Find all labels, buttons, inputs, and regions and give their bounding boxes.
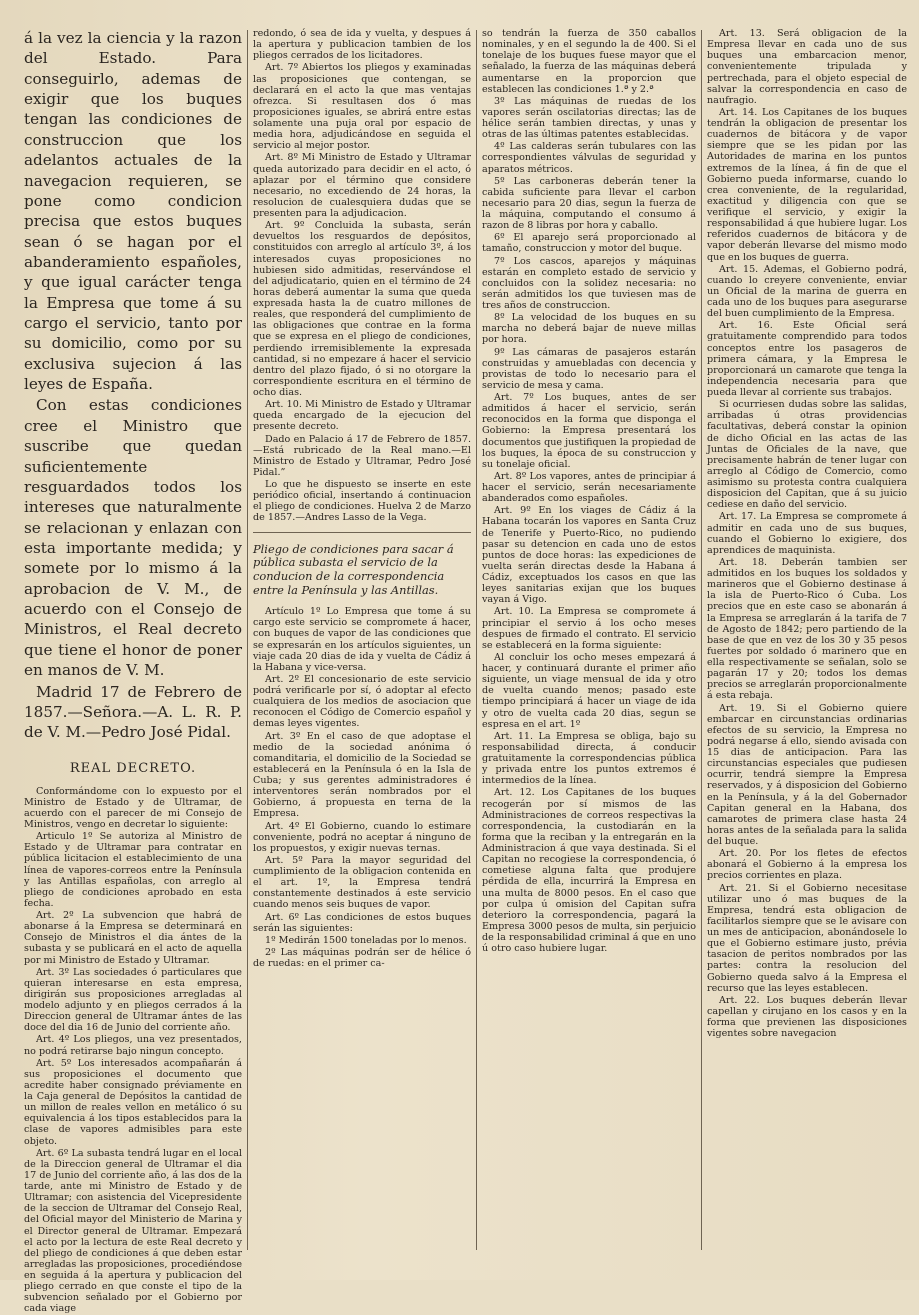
article-paragraph: Art. 18. Deberán tambien ser admitidos en los buques los soldados y marineros que el Gobierno destinase á la isla de Puerto-Rico ó Cuba. Los precios que en este caso se abonarán á la Empresa se arreglarán á la tarifa de 7 de Agosto de 1842; pero partiendo de la base de que en vez de los 30 y 35 pesos fuertes por soldado ó marinero que en ella respectivamente se señalan, solo se pagarán 17 y 20; todos los demas precios se arreglarán proporcionalmente á esta rebaja. — [707, 556, 907, 702]
condition-paragraph: 5º Las carboneras deberán tener la cabida suficiente para llevar el carbon necesario para 20 dias, segun la fuerza de la máquina, computando el consumo á razon de 8 libras por hora y caballo. — [482, 175, 696, 232]
paragraph: Con estas condiciones cree el Ministro que suscribe que quedan suficientemente resguardados todos los intereses que naturalmente se relacionan y enlazan con esta importante medida; y somete por lo mismo á la aprobacion de V. M., de acuerdo con el Consejo de Ministros, el Real decreto que tiene el honor de poner en manos de V. M. — [24, 396, 242, 680]
article-paragraph: Art. 17. La Empresa se compromete á admitir en cada uno de sus buques, cuando el Gobierno lo exigiere, dos aprendices de maquinista. — [707, 511, 907, 556]
column-1 — [24, 28, 242, 1315]
paragraph: á la vez la ciencia y la razon del Estado. Para conseguirlo, ademas de exigir que los buques tengan las condiciones de construccion que los adelantos actuales de la navegacion requieren, se pone como condicion precisa que estos buques sean ó se hagan por el abanderamiento españoles, y que igual carácter tenga la Empresa que tome á su cargo el servicio, tanto por su domicilio, como por su exclusiva sujecion á las leyes de España. — [24, 29, 242, 394]
paragraph: Conformándome con lo expuesto por el Ministro de Estado y de Ultramar, de acuerdo con el parecer de mi Consejo de Ministros, vengo en decretar lo siguiente: — [24, 785, 242, 831]
column-4 — [707, 28, 907, 1266]
article-paragraph: Art. 10. La Empresa se compromete á principiar el servio á los ocho meses despues de firmado el contrato. El servicio se establecerá en la forma siguiente: — [482, 606, 696, 651]
signature-paragraph: Madrid 17 de Febrero de 1857.—Señora.—A. L. R. P. de V. M.—Pedro José Pidal. — [24, 682, 242, 742]
paragraph: Dado en Palacio á 17 de Febrero de 1857.—Está rubricado de la Real mano.—El Ministro de Estado y Ultramar, Pedro José Pidal.” — [253, 433, 471, 478]
article-paragraph: Art. 5º Los interesados acompañarán á sus proposiciones el documento que acredite haber consignado préviamente en la Caja general de Depósitos la cantidad de un millon de reales vellon en metálico ó su equivalencia á los tipos establecidos para la clase de vapores admisibles para este objeto. — [24, 1057, 242, 1147]
pliego-heading: Pliego de condiciones para sacar á pública subasta el servicio de la conducion de la correspondencia entre la Península y las Antillas. — [253, 532, 471, 599]
paragraph: Al concluir los ocho meses empezará á hacer, y continuará durante el primer año siguiente, un viage mensual de ida y otro de vuelta cuando menos; pasado este tiempo principiará á hacer un viage de ida y otro de vuelta cada 20 dias, segun se espresa en el art. 1º — [482, 651, 696, 730]
condition-paragraph: 1º Medirán 1500 toneladas por lo menos. — [265, 934, 467, 946]
condition-paragraph: 4º Las calderas serán tubulares con las correspondientes válvulas de seguridad y aparatos métricos. — [482, 141, 696, 175]
column-rule — [701, 30, 702, 1250]
condition-paragraph: 7º Los cascos, aparejos y máquinas estarán en completo estado de servicio y concluidos con la solidez necesaria: no serán admitidos los que tuviesen mas de tres años de construccion. — [482, 255, 696, 311]
article-paragraph: Art. 2º El concesionario de este servicio podrá verificarle por sí, ó adoptar al efecto cualquiera de los medios de asociacion que reconocen el Código de Comercio español y demas leyes vigentes. — [253, 673, 471, 730]
article-paragraph: Art. 15. Ademas, el Gobierno podrá, cuando lo creyere conveniente, enviar un Oficial de la marina de guerra en cada uno de los buques para asegurarse del buen cumplimiento de la Empresa. — [707, 263, 907, 320]
article-paragraph: Art. 19. Si el Gobierno quiere embarcar en circunstancias ordinarias efectos de su servicio, la Empresa no podrá negarse á ello, siendo avisada con 15 dias de anticipacion. Para las circunstancias especiales que pudiesen ocurrir, tendrá siempre la Empresa reservados, y á disposicion del Gobierno en la Península, y á la del Gobernador Capitan general en la Habana, dos camarotes de primera clase hasta 24 horas antes de la señalada para la salida del buque. — [707, 702, 907, 847]
ministerial-exposition — [24, 28, 242, 743]
article-paragraph: Art. 5º Para la mayor seguridad del cumplimiento de la obligacion contenida en el art. 1º, la Empresa tendrá constantemente destinados á este servicio cuando menos seis buques de vapor. — [253, 854, 471, 911]
column-rule — [247, 30, 248, 1250]
column-2 — [253, 28, 471, 1266]
article-paragraph: Art. 13. Será obligacion de la Empresa llevar en cada uno de sus buques una embarcacion menor, convenientemente tripulada y pertrechada, para el objeto especial de salvar la correspondencia en caso de naufragio. — [707, 28, 907, 106]
column-rule — [476, 30, 477, 1250]
article-paragraph: Art. 6º La subasta tendrá lugar en el local de la Direccion general de Ultramar el dia 17 de Junio del corriente año, á las dos de la tarde, ante mi Ministro de Estado y de Ultramar; con asistencia del Vicepresidente de la seccion de Ultramar del Consejo Real, del Oficial mayor del Ministerio de Marina y el Director general de Ultramar. Empezará el acto por la lectura de este Real decreto y del pliego de condiciones á que deben estar arregladas las proposiciones, procediéndose en seguida á la apertura y publicacion del pliego cerrado en que conste el tipo de la subvencion señalado por el Gobierno por cada viage — [24, 1147, 242, 1315]
real-decreto-heading: REAL DECRETO. — [69, 760, 197, 776]
article-paragraph: Art. 16. Este Oficial será gratuitamente comprendido para todos conceptos entre los pasageros de primera cámara, y la Empresa le proporcionará un camarote que tenga la independencia necesaria para que pueda llevar al corriente sus trabajos. — [707, 320, 907, 398]
article-paragraph: Art. 14. Los Capitanes de los buques tendrán la obligacion de presentar los cuadernos de bitácora y de vapor siempre que se les pidan por las Autoridades de marina en los puntos extremos de la línea, á fin de que el Gobierno pueda informarse, cuando lo crea conveniente, de la regularidad, exactitud y diligencia con que se verifique el servicio, y exigir la responsabilidad á que hubiere lugar. Los referidos cuadernos de bitácora y de vapor deberán llevarse del mismo modo que en los buques de guerra. — [707, 106, 907, 263]
article-paragraph: Art. 2º La subvencion que habrá de abonarse á la Empresa se determinará en Consejo de Ministros el dia ántes de la subasta y se publicará en el acto de aquella por mi Ministro de Estado y Ultramar. — [24, 910, 242, 966]
condition-paragraph: 2º Las máquinas podrán ser de hélice ó de ruedas: en el primer ca- — [253, 946, 471, 969]
article-paragraph: Art. 22. Los buques deberán llevar capellan y cirujano en los casos y en la forma que previenen las disposiciones vigentes sobre navegacion — [707, 994, 907, 1040]
paragraph: redondo, ó sea de ida y vuelta, y despues á la apertura y publicacion tambien de los pliegos cerrados de los licitadores. — [253, 28, 471, 62]
article-paragraph: Art. 9º En los viages de Cádiz á la Habana tocarán los vapores en Santa Cruz de Tenerife y Puerto-Rico, no pudiendo pasar su detencion en cada uno de estos puntos de doce horas: las expediciones de vuelta serán directas desde la Habana á Cádiz, exceptuados los casos en que las leyes sanitarias exijan que los buques vayan á Vigo. — [482, 505, 696, 606]
article-paragraph: Art. 21. Si el Gobierno necesitase utilizar uno ó mas buques de la Empresa, tendrá esta obligacion de facilitarlos siempre que se le avisare con un mes de anticipacion, abonándosele lo que el Gobierno estimare justo, prévia tasacion de peritos nombrados por las partes: contra la resolucion del Gobierno queda salvo á la Empresa el recurso que las leyes establecen. — [707, 882, 907, 994]
condition-paragraph: so tendrán la fuerza de 350 caballos nominales, y en el segundo la de 400. Si el tonelaje de los buques fuese mayor que el señalado, la fuerza de las máquinas deberá aumentarse en la proporcion que establecen las condiciones 1.ª y 2.ª — [482, 28, 696, 95]
column-3 — [482, 28, 696, 1266]
article-paragraph: Art. 8º Los vapores, antes de principiar á hacer el servicio, serán necesariamente abanderados como españoles. — [482, 470, 696, 505]
paragraph: Si ocurriesen dudas sobre las salidas, arribadas ú otras providencias facultativas, deberá constar la opinion de dicho Oficial en las actas de las Juntas de Oficiales de la nave, que precisamente habrán de tener lugar con arreglo al Código de Comercio, como asimismo su protesta contra cualquiera disposicion del Capitan, que á su juicio cediese en daño del servicio. — [707, 399, 907, 511]
article-paragraph: Art. 6º Las condiciones de estos buques serán las siguientes: — [253, 911, 471, 934]
article-paragraph: Art. 3º En el caso de que adoptase el medio de la sociedad anónima ó comanditaria, el domicilio de la Sociedad se establecerá en la Península ó en la Isla de Cuba; y sus gerentes administradores é interventores serán nombrados por el Gobierno, á propuesta en terna de la Empresa. — [253, 730, 471, 820]
article-paragraph: Artículo 1º Lo Empresa que tome á su cargo este servicio se compromete á hacer, con buques de vapor de las condiciones que se expresarán en los artículos siguientes, un viaje cada 20 dias de ida y vuelta de Cádiz á la Habana y vice-versa. — [253, 606, 471, 673]
article-paragraph: Art. 4º El Gobierno, cuando lo estimare conveniente, podrá no aceptar á ninguno de los propuestos, y exigir nuevas ternas. — [253, 820, 471, 854]
article-paragraph: Art. 3º Las sociedades ó particulares que quieran interesarse en esta empresa, dirigirán sus proposiciones arregladas al modelo adjunto y en pliegos cerrados á la Direccion general de Ultramar ántes de las doce del dia 16 de Junio del corriente año. — [24, 966, 242, 1034]
condition-paragraph: 6º El aparejo será proporcionado al tamaño, construccion y motor del buque. — [482, 232, 696, 255]
article-paragraph: Articulo 1º Se autoriza al Ministro de Estado y de Ultramar para contratar en pública licitacion el establecimiento de una línea de vapores-correos entre la Península y las Antillas españolas, con arreglo al pliego de condiciones aprobado en esta fecha. — [24, 831, 242, 909]
condition-paragraph: 3º Las máquinas de ruedas de los vapores serán oscilatorias directas; las de hélice serán tambien directas, y unas y otras de las últimas patentes establecidas. — [482, 95, 696, 141]
article-paragraph: Art. 9º Concluida la subasta, serán devueltos los resguardos de depósitos, constituidos con arreglo al artículo 3º, á los interesados cuyas proposiciones no hubiesen sido admitidas, reservándose el del adjudicatario, quien en el término de 24 horas deberá aumentar la suma que queda expresada hasta la de cuatro millones de reales, que responderá del cumplimiento de las obligaciones que contrae en la forma que se expresa en el pliego de condiciones, perdiendo irremisiblemente la expresada cantidad, si no empezare á hacer el servicio dentro del plazo fijado, ó si no otorgare la correspondiente escritura en el término de ocho dias. — [253, 220, 471, 398]
article-paragraph: Art. 20. Por los fletes de efectos abonará el Gobierno á la empresa los precios corrientes en plaza. — [707, 848, 907, 882]
condition-paragraph: 9º Las cámaras de pasajeros estarán construidas y amuebladas con decencia y provistas de todo lo necesario para el servicio de mesa y cama. — [482, 346, 696, 391]
article-paragraph: Art. 11. La Empresa se obliga, bajo su responsabilidad directa, á conducir gratuitamente la correspondencias pública y privada entre los puntos extremos é intermedios de la línea. — [482, 730, 696, 787]
article-paragraph: Art. 12. Los Capitanes de los buques recogerán por sí mismos de las Administraciones de correos respectivas la correspondencia, la custodiarán en la forma que la reciban y la entregarán en la Administracion á que vaya destinada. Si el Capitan no recogiese la correspondencia, ó cometiese alguna falta que produjere pérdida de ella, incurrirá la Empresa en una multa de 8000 pesos. En el caso que por culpa ú omision del Capitan sufra deterioro la correspondencia, pagará la Empresa 3000 pesos de multa, sin perjuicio de la responsabilidad criminal á que en uno ú otro caso hubiere lugar. — [482, 787, 696, 955]
article-paragraph: Art. 10. Mi Ministro de Estado y Ultramar queda encargado de la ejecucion del presente decreto. — [253, 399, 471, 433]
paragraph: Lo que he dispuesto se inserte en este periódico oficial, insertando á continuacion el pliego de condiciones. Huelva 2 de Marzo de 1857.—Andres Lasso de la Vega. — [253, 479, 471, 524]
condition-paragraph: 8º La velocidad de los buques en su marcha no deberá bajar de nueve millas por hora. — [482, 312, 696, 346]
article-paragraph: Art. 7º Abiertos los pliegos y examinadas las proposiciones que contengan, se declarará en el acto la que mas ventajas ofrezca. Si resultasen dos ó mas proposiciones iguales, se abrirá entre estas solamente una puja oral por espacio de media hora, adjudicándose en seguida el servicio al mejor postor. — [253, 62, 471, 152]
article-paragraph: Art. 4º Los pliegos, una vez presentados, no podrá retirarse bajo ningun concepto. — [24, 1034, 242, 1057]
article-paragraph: Art. 8º Mi Ministro de Estado y Ultramar queda autorizado para decidir en el acto, ó aplazar por el término que considere necesario, no excediendo de 24 horas, la resolucion de cualesquiera dudas que se presenten para la adjudicacion. — [253, 152, 471, 219]
article-paragraph: Art. 7º Los buques, antes de ser admitidos á hacer el servicio, serán reconocidos en la forma que disponga el Gobierno: la Empresa presentará los documentos que justifiquen la propiedad de los buques, la época de su construccion y su tonelaje oficial. — [482, 392, 696, 470]
